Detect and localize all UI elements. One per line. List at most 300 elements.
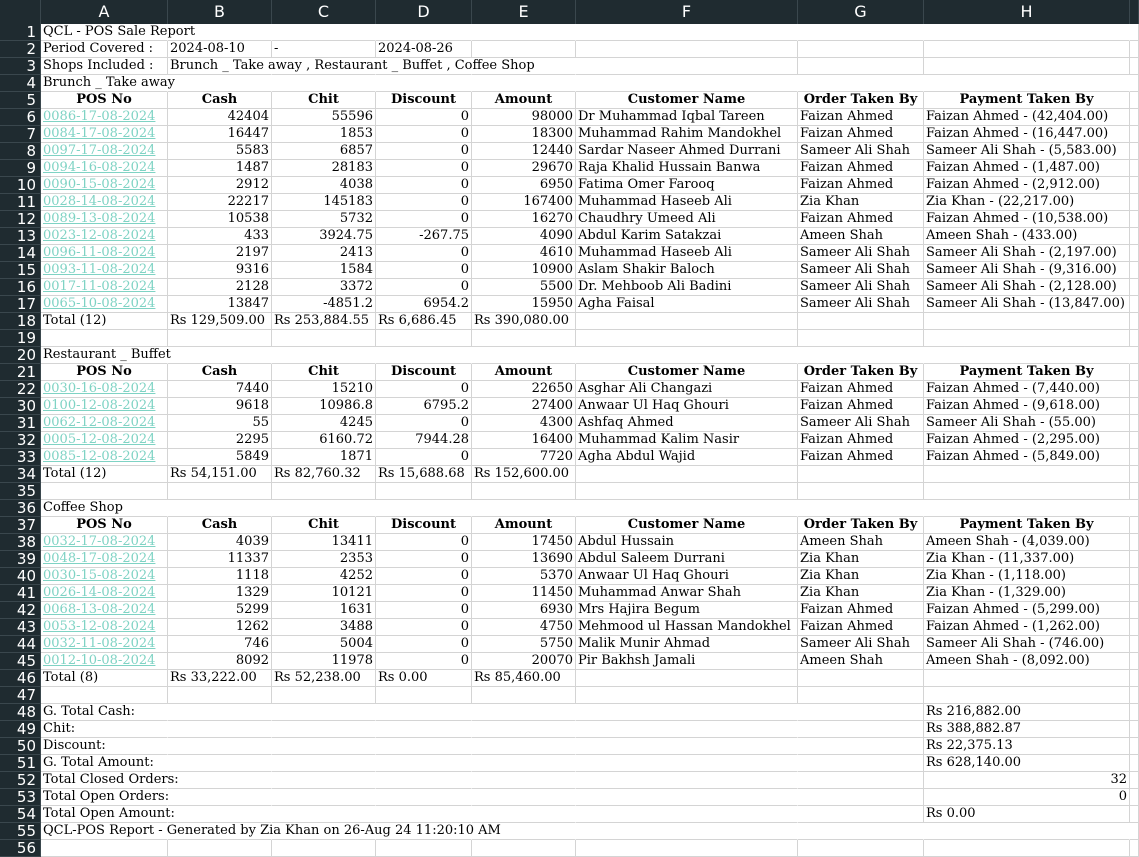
pos-number-link[interactable]: 0093-11-08-2024 bbox=[43, 262, 156, 277]
amount-cell: 6950 bbox=[472, 177, 576, 194]
cash-cell: 10538 bbox=[168, 211, 272, 228]
empty-cell bbox=[168, 721, 272, 738]
empty-cell bbox=[272, 687, 376, 704]
empty-cell bbox=[798, 313, 924, 330]
row-header[interactable]: 53 bbox=[0, 789, 41, 806]
order-taken-by-cell: Faizan Ahmed bbox=[798, 160, 924, 177]
payment-taken-by-cell: Ameen Shah - (8,092.00) bbox=[924, 653, 1130, 670]
row-header[interactable]: 20 bbox=[0, 347, 41, 364]
row-header[interactable]: 52 bbox=[0, 772, 41, 789]
column-header-e[interactable]: E bbox=[472, 0, 576, 24]
summary-value: 32 bbox=[924, 772, 1130, 789]
empty-cell bbox=[472, 738, 576, 755]
order-taken-by-cell: Faizan Ahmed bbox=[798, 381, 924, 398]
row-header[interactable]: 47 bbox=[0, 687, 41, 704]
empty-cell bbox=[798, 670, 924, 687]
empty-cell bbox=[272, 755, 376, 772]
summary-row bbox=[0, 806, 1139, 823]
empty-cell bbox=[376, 806, 472, 823]
empty-cell bbox=[272, 500, 376, 517]
empty-cell bbox=[472, 483, 576, 500]
chit-cell: 145183 bbox=[272, 194, 376, 211]
sheet-row bbox=[0, 58, 1139, 75]
order-taken-by-header: Order Taken By bbox=[798, 517, 924, 534]
row-header[interactable]: 46 bbox=[0, 670, 41, 687]
empty-cell bbox=[798, 500, 924, 517]
customer-name-cell: Sardar Naseer Ahmed Durrani bbox=[576, 143, 798, 160]
column-header-f[interactable]: F bbox=[576, 0, 798, 24]
pos-no-cell[interactable] bbox=[41, 381, 168, 398]
row-header[interactable]: 39 bbox=[0, 551, 41, 568]
chit-header: Chit bbox=[272, 517, 376, 534]
discount-cell: 0 bbox=[376, 211, 472, 228]
column-header-d[interactable]: D bbox=[376, 0, 472, 24]
empty-cell bbox=[798, 687, 924, 704]
row-header[interactable]: 13 bbox=[0, 228, 41, 245]
payment-taken-by-cell: Zia Khan - (1,329.00) bbox=[924, 585, 1130, 602]
row-header[interactable]: 19 bbox=[0, 330, 41, 347]
chit-cell: 3372 bbox=[272, 279, 376, 296]
pos-number-link[interactable]: 0053-12-08-2024 bbox=[43, 619, 156, 634]
payment-taken-by-cell: Sameer Ali Shah - (55.00) bbox=[924, 415, 1130, 432]
row-header[interactable]: 15 bbox=[0, 262, 41, 279]
row-header[interactable]: 49 bbox=[0, 721, 41, 738]
pos-no-cell[interactable] bbox=[41, 551, 168, 568]
pos-number-link[interactable]: 0062-12-08-2024 bbox=[43, 415, 156, 430]
payment-taken-by-cell: Sameer Ali Shah - (5,583.00) bbox=[924, 143, 1130, 160]
empty-cell bbox=[798, 330, 924, 347]
empty-cell bbox=[272, 789, 376, 806]
discount-cell: 0 bbox=[376, 449, 472, 466]
summary-row bbox=[0, 704, 1139, 721]
amount-cell: 5370 bbox=[472, 568, 576, 585]
empty-cell bbox=[1130, 670, 1139, 687]
pos-no-cell[interactable] bbox=[41, 245, 168, 262]
empty-cell bbox=[472, 789, 576, 806]
discount-cell: 0 bbox=[376, 585, 472, 602]
empty-cell bbox=[1130, 534, 1139, 551]
empty-cell bbox=[1130, 330, 1139, 347]
order-taken-by-cell: Sameer Ali Shah bbox=[798, 636, 924, 653]
cash-cell: 1329 bbox=[168, 585, 272, 602]
chit-cell: 13411 bbox=[272, 534, 376, 551]
empty-cell bbox=[1130, 109, 1139, 126]
row-header[interactable]: 38 bbox=[0, 534, 41, 551]
row-header[interactable]: 42 bbox=[0, 602, 41, 619]
chit-cell: 3924.75 bbox=[272, 228, 376, 245]
row-header[interactable]: 41 bbox=[0, 585, 41, 602]
pos-number-link[interactable]: 0048-17-08-2024 bbox=[43, 551, 156, 566]
amount-cell: 10900 bbox=[472, 262, 576, 279]
empty-cell bbox=[1130, 245, 1139, 262]
empty-cell bbox=[376, 721, 472, 738]
row-header[interactable]: 48 bbox=[0, 704, 41, 721]
empty-cell bbox=[272, 738, 376, 755]
empty-cell bbox=[472, 721, 576, 738]
empty-cell bbox=[472, 840, 576, 857]
empty-cell bbox=[576, 755, 798, 772]
empty-cell bbox=[1130, 687, 1139, 704]
pos-number-link[interactable]: 0030-16-08-2024 bbox=[43, 381, 156, 396]
empty-cell bbox=[1130, 466, 1139, 483]
amount-cell: 4090 bbox=[472, 228, 576, 245]
empty-cell bbox=[472, 330, 576, 347]
row-header[interactable]: 22 bbox=[0, 381, 41, 398]
payment-taken-by-cell: Faizan Ahmed - (2,295.00) bbox=[924, 432, 1130, 449]
pos-number-link[interactable]: 0097-17-08-2024 bbox=[43, 143, 156, 158]
empty-cell bbox=[472, 755, 576, 772]
row-header[interactable]: 32 bbox=[0, 432, 41, 449]
pos-number-link[interactable]: 0089-13-08-2024 bbox=[43, 211, 156, 226]
customer-name-cell: Agha Faisal bbox=[576, 296, 798, 313]
row-header[interactable]: 6 bbox=[0, 109, 41, 126]
column-header-h[interactable]: H bbox=[924, 0, 1130, 24]
pos-number-link[interactable]: 0032-17-08-2024 bbox=[43, 534, 156, 549]
select-all-corner[interactable] bbox=[0, 0, 41, 24]
amount-cell: 7720 bbox=[472, 449, 576, 466]
data-row bbox=[0, 432, 1139, 449]
pos-no-cell[interactable] bbox=[41, 143, 168, 160]
empty-cell bbox=[272, 330, 376, 347]
empty-cell bbox=[1130, 41, 1139, 58]
chit-cell: 10121 bbox=[272, 585, 376, 602]
payment-taken-by-cell: Ameen Shah - (433.00) bbox=[924, 228, 1130, 245]
amount-header: Amount bbox=[472, 517, 576, 534]
summary-label: Discount: bbox=[41, 738, 168, 755]
pos-number-link[interactable]: 0084-17-08-2024 bbox=[43, 126, 156, 141]
empty-cell bbox=[168, 755, 272, 772]
payment-taken-by-cell: Faizan Ahmed - (2,912.00) bbox=[924, 177, 1130, 194]
summary-row bbox=[0, 721, 1139, 738]
empty-cell bbox=[168, 806, 272, 823]
pos-number-link[interactable]: 0090-15-08-2024 bbox=[43, 177, 156, 192]
row-header[interactable]: 54 bbox=[0, 806, 41, 823]
pos-no-cell[interactable] bbox=[41, 398, 168, 415]
empty-cell bbox=[924, 347, 1130, 364]
empty-cell bbox=[798, 75, 924, 92]
customer-name-cell: Abdul Karim Satakzai bbox=[576, 228, 798, 245]
cash-cell: 11337 bbox=[168, 551, 272, 568]
empty-cell bbox=[41, 687, 168, 704]
empty-cell bbox=[576, 772, 798, 789]
row-header[interactable]: 4 bbox=[0, 75, 41, 92]
empty-cell bbox=[576, 789, 798, 806]
customer-name-header: Customer Name bbox=[576, 517, 798, 534]
empty-cell bbox=[1130, 279, 1139, 296]
amount-header: Amount bbox=[472, 92, 576, 109]
pos-no-cell[interactable] bbox=[41, 279, 168, 296]
row-header[interactable]: 3 bbox=[0, 58, 41, 75]
cash-header: Cash bbox=[168, 364, 272, 381]
pos-number-link[interactable]: 0012-10-08-2024 bbox=[43, 653, 156, 668]
empty-cell bbox=[376, 738, 472, 755]
amount-cell: 98000 bbox=[472, 109, 576, 126]
empty-cell bbox=[472, 687, 576, 704]
empty-cell bbox=[168, 789, 272, 806]
row-header[interactable]: 34 bbox=[0, 466, 41, 483]
customer-name-cell: Mrs Hajira Begum bbox=[576, 602, 798, 619]
column-header-g[interactable]: G bbox=[798, 0, 924, 24]
empty-cell bbox=[576, 840, 798, 857]
customer-name-cell: Ashfaq Ahmed bbox=[576, 415, 798, 432]
pos-no-cell[interactable] bbox=[41, 585, 168, 602]
empty-cell bbox=[1130, 381, 1139, 398]
amount-cell: 16270 bbox=[472, 211, 576, 228]
pos-number-link[interactable]: 0100-12-08-2024 bbox=[43, 398, 156, 413]
customer-name-cell: Muhammad Anwar Shah bbox=[576, 585, 798, 602]
chit-cell: -4851.2 bbox=[272, 296, 376, 313]
row-header[interactable]: 2 bbox=[0, 41, 41, 58]
row-header[interactable]: 37 bbox=[0, 517, 41, 534]
cash-cell: 4039 bbox=[168, 534, 272, 551]
row-header[interactable]: 56 bbox=[0, 840, 41, 857]
pos-no-cell[interactable] bbox=[41, 177, 168, 194]
empty-cell bbox=[1130, 755, 1139, 772]
summary-label: G. Total Amount: bbox=[41, 755, 168, 772]
row-header[interactable]: 50 bbox=[0, 738, 41, 755]
pos-number-link[interactable]: 0023-12-08-2024 bbox=[43, 228, 156, 243]
empty-cell bbox=[1130, 772, 1139, 789]
pos-no-cell[interactable] bbox=[41, 449, 168, 466]
order-taken-by-cell: Zia Khan bbox=[798, 585, 924, 602]
empty-cell bbox=[376, 347, 472, 364]
empty-cell bbox=[924, 500, 1130, 517]
amount-cell: 17450 bbox=[472, 534, 576, 551]
pos-number-link[interactable]: 0032-11-08-2024 bbox=[43, 636, 156, 651]
chit-cell: 1631 bbox=[272, 602, 376, 619]
pos-number-link[interactable]: 0086-17-08-2024 bbox=[43, 109, 156, 124]
row-header[interactable]: 55 bbox=[0, 823, 41, 840]
amount-cell: 20070 bbox=[472, 653, 576, 670]
report-title: QCL - POS Sale Report bbox=[43, 24, 196, 39]
row-header[interactable]: 45 bbox=[0, 653, 41, 670]
sheet-row bbox=[0, 347, 1139, 364]
empty-cell bbox=[1130, 602, 1139, 619]
pos-no-cell[interactable] bbox=[41, 619, 168, 636]
empty-cell bbox=[924, 41, 1130, 58]
pos-no-cell[interactable] bbox=[41, 109, 168, 126]
chit-cell: 2353 bbox=[272, 551, 376, 568]
cash-cell: 9618 bbox=[168, 398, 272, 415]
empty-cell bbox=[1130, 517, 1139, 534]
pos-number-link[interactable]: 0068-13-08-2024 bbox=[43, 602, 156, 617]
summary-row bbox=[0, 789, 1139, 806]
empty-cell bbox=[576, 330, 798, 347]
empty-cell bbox=[1130, 619, 1139, 636]
empty-cell bbox=[576, 500, 798, 517]
total-row bbox=[0, 670, 1139, 687]
empty-cell bbox=[1130, 126, 1139, 143]
row-header[interactable]: 9 bbox=[0, 160, 41, 177]
row-header[interactable]: 1 bbox=[0, 24, 41, 41]
data-row bbox=[0, 636, 1139, 653]
row-header[interactable]: 8 bbox=[0, 143, 41, 160]
order-taken-by-cell: Faizan Ahmed bbox=[798, 126, 924, 143]
row-header[interactable]: 43 bbox=[0, 619, 41, 636]
discount-cell: 6795.2 bbox=[376, 398, 472, 415]
amount-cell: 11450 bbox=[472, 585, 576, 602]
summary-label: G. Total Cash: bbox=[41, 704, 168, 721]
data-row bbox=[0, 534, 1139, 551]
empty-cell bbox=[576, 738, 798, 755]
empty-cell bbox=[1130, 24, 1139, 41]
discount-cell: 0 bbox=[376, 279, 472, 296]
total-amount: Rs 85,460.00 bbox=[472, 670, 576, 687]
row-header[interactable]: 33 bbox=[0, 449, 41, 466]
chit-cell: 11978 bbox=[272, 653, 376, 670]
pos-no-cell[interactable] bbox=[41, 296, 168, 313]
pos-no-cell[interactable] bbox=[41, 602, 168, 619]
customer-name-cell: Dr Muhammad Iqbal Tareen bbox=[576, 109, 798, 126]
pos-no-cell[interactable] bbox=[41, 194, 168, 211]
chit-cell: 3488 bbox=[272, 619, 376, 636]
payment-taken-by-cell: Faizan Ahmed - (42,404.00) bbox=[924, 109, 1130, 126]
payment-taken-by-cell: Zia Khan - (1,118.00) bbox=[924, 568, 1130, 585]
column-header-c[interactable]: C bbox=[272, 0, 376, 24]
empty-cell bbox=[798, 704, 924, 721]
discount-header: Discount bbox=[376, 517, 472, 534]
period-from: 2024-08-10 bbox=[168, 41, 272, 58]
empty-cell bbox=[924, 330, 1130, 347]
total-chit: Rs 82,760.32 bbox=[272, 466, 376, 483]
amount-cell: 18300 bbox=[472, 126, 576, 143]
cash-cell: 1262 bbox=[168, 619, 272, 636]
customer-name-cell: Abdul Saleem Durrani bbox=[576, 551, 798, 568]
pos-number-link[interactable]: 0017-11-08-2024 bbox=[43, 279, 156, 294]
pos-no-cell[interactable] bbox=[41, 211, 168, 228]
pos-no-cell[interactable] bbox=[41, 653, 168, 670]
payment-taken-by-cell: Faizan Ahmed - (1,487.00) bbox=[924, 160, 1130, 177]
column-header-i[interactable] bbox=[1130, 0, 1139, 24]
data-row bbox=[0, 585, 1139, 602]
row-header[interactable]: 51 bbox=[0, 755, 41, 772]
chit-cell: 4038 bbox=[272, 177, 376, 194]
pos-number-link[interactable]: 0005-12-08-2024 bbox=[43, 432, 156, 447]
discount-cell: 0 bbox=[376, 160, 472, 177]
empty-cell bbox=[798, 466, 924, 483]
payment-taken-by-cell: Sameer Ali Shah - (13,847.00) bbox=[924, 296, 1130, 313]
order-taken-by-cell: Ameen Shah bbox=[798, 534, 924, 551]
row-header[interactable]: 44 bbox=[0, 636, 41, 653]
customer-name-cell: Dr. Mehboob Ali Badini bbox=[576, 279, 798, 296]
customer-name-cell: Abdul Hussain bbox=[576, 534, 798, 551]
row-header[interactable]: 31 bbox=[0, 415, 41, 432]
pos-no-cell[interactable] bbox=[41, 415, 168, 432]
total-amount: Rs 152,600.00 bbox=[472, 466, 576, 483]
pos-no-cell[interactable] bbox=[41, 160, 168, 177]
pos-no-cell[interactable] bbox=[41, 568, 168, 585]
empty-cell bbox=[576, 466, 798, 483]
discount-cell: 0 bbox=[376, 109, 472, 126]
sheet-row bbox=[0, 517, 1139, 534]
row-header[interactable]: 30 bbox=[0, 398, 41, 415]
payment-taken-by-header: Payment Taken By bbox=[924, 92, 1130, 109]
empty-cell bbox=[272, 24, 376, 41]
amount-cell: 22650 bbox=[472, 381, 576, 398]
empty-cell bbox=[376, 772, 472, 789]
pos-no-cell[interactable] bbox=[41, 636, 168, 653]
pos-number-link[interactable]: 0026-14-08-2024 bbox=[43, 585, 156, 600]
column-header-a[interactable]: A bbox=[41, 0, 168, 24]
data-row bbox=[0, 194, 1139, 211]
empty-cell bbox=[798, 840, 924, 857]
discount-cell: 0 bbox=[376, 415, 472, 432]
sheet-row bbox=[0, 483, 1139, 500]
empty-cell bbox=[168, 772, 272, 789]
pos-number-link[interactable]: 0096-11-08-2024 bbox=[43, 245, 156, 260]
pos-no-cell[interactable] bbox=[41, 534, 168, 551]
pos-no-cell[interactable] bbox=[41, 126, 168, 143]
empty-cell bbox=[376, 789, 472, 806]
summary-value: Rs 388,882.87 bbox=[924, 721, 1130, 738]
row-header[interactable]: 18 bbox=[0, 313, 41, 330]
row-header[interactable]: 12 bbox=[0, 211, 41, 228]
row-header[interactable]: 5 bbox=[0, 92, 41, 109]
cash-cell: 1118 bbox=[168, 568, 272, 585]
empty-cell bbox=[798, 789, 924, 806]
chit-cell: 4245 bbox=[272, 415, 376, 432]
payment-taken-by-cell: Faizan Ahmed - (10,538.00) bbox=[924, 211, 1130, 228]
payment-taken-by-cell: Faizan Ahmed - (9,618.00) bbox=[924, 398, 1130, 415]
pos-no-cell[interactable] bbox=[41, 228, 168, 245]
customer-name-cell: Anwaar Ul Haq Ghouri bbox=[576, 568, 798, 585]
data-row bbox=[0, 262, 1139, 279]
empty-cell bbox=[1130, 398, 1139, 415]
cash-header: Cash bbox=[168, 517, 272, 534]
row-header[interactable]: 40 bbox=[0, 568, 41, 585]
empty-cell bbox=[924, 313, 1130, 330]
empty-cell bbox=[576, 721, 798, 738]
payment-taken-by-cell: Sameer Ali Shah - (746.00) bbox=[924, 636, 1130, 653]
row-header[interactable]: 36 bbox=[0, 500, 41, 517]
row-header[interactable]: 11 bbox=[0, 194, 41, 211]
pos-number-link[interactable]: 0085-12-08-2024 bbox=[43, 449, 156, 464]
row-header[interactable]: 14 bbox=[0, 245, 41, 262]
customer-name-cell: Muhammad Rahim Mandokhel bbox=[576, 126, 798, 143]
empty-cell bbox=[1130, 296, 1139, 313]
row-header[interactable]: 21 bbox=[0, 364, 41, 381]
customer-name-cell: Agha Abdul Wajid bbox=[576, 449, 798, 466]
payment-taken-by-cell: Faizan Ahmed - (5,299.00) bbox=[924, 602, 1130, 619]
section-title: Coffee Shop bbox=[41, 500, 168, 517]
empty-cell bbox=[1130, 704, 1139, 721]
amount-cell: 4750 bbox=[472, 619, 576, 636]
pos-number-link[interactable]: 0030-15-08-2024 bbox=[43, 568, 156, 583]
empty-cell bbox=[41, 330, 168, 347]
empty-cell bbox=[798, 483, 924, 500]
pos-number-link[interactable]: 0065-10-08-2024 bbox=[43, 296, 156, 311]
row-header[interactable]: 16 bbox=[0, 279, 41, 296]
empty-cell bbox=[924, 687, 1130, 704]
column-header-b[interactable]: B bbox=[168, 0, 272, 24]
pos-number-link[interactable]: 0094-16-08-2024 bbox=[43, 160, 156, 175]
cash-cell: 746 bbox=[168, 636, 272, 653]
empty-cell bbox=[472, 75, 576, 92]
empty-cell bbox=[1130, 415, 1139, 432]
empty-cell bbox=[168, 330, 272, 347]
row-header[interactable]: 35 bbox=[0, 483, 41, 500]
pos-no-cell[interactable] bbox=[41, 432, 168, 449]
chit-cell: 6160.72 bbox=[272, 432, 376, 449]
pos-number-link[interactable]: 0028-14-08-2024 bbox=[43, 194, 156, 209]
pos-no-cell[interactable] bbox=[41, 262, 168, 279]
empty-cell bbox=[1130, 721, 1139, 738]
empty-cell bbox=[576, 313, 798, 330]
row-header[interactable]: 17 bbox=[0, 296, 41, 313]
row-header[interactable]: 7 bbox=[0, 126, 41, 143]
payment-taken-by-header: Payment Taken By bbox=[924, 364, 1130, 381]
row-header[interactable]: 10 bbox=[0, 177, 41, 194]
